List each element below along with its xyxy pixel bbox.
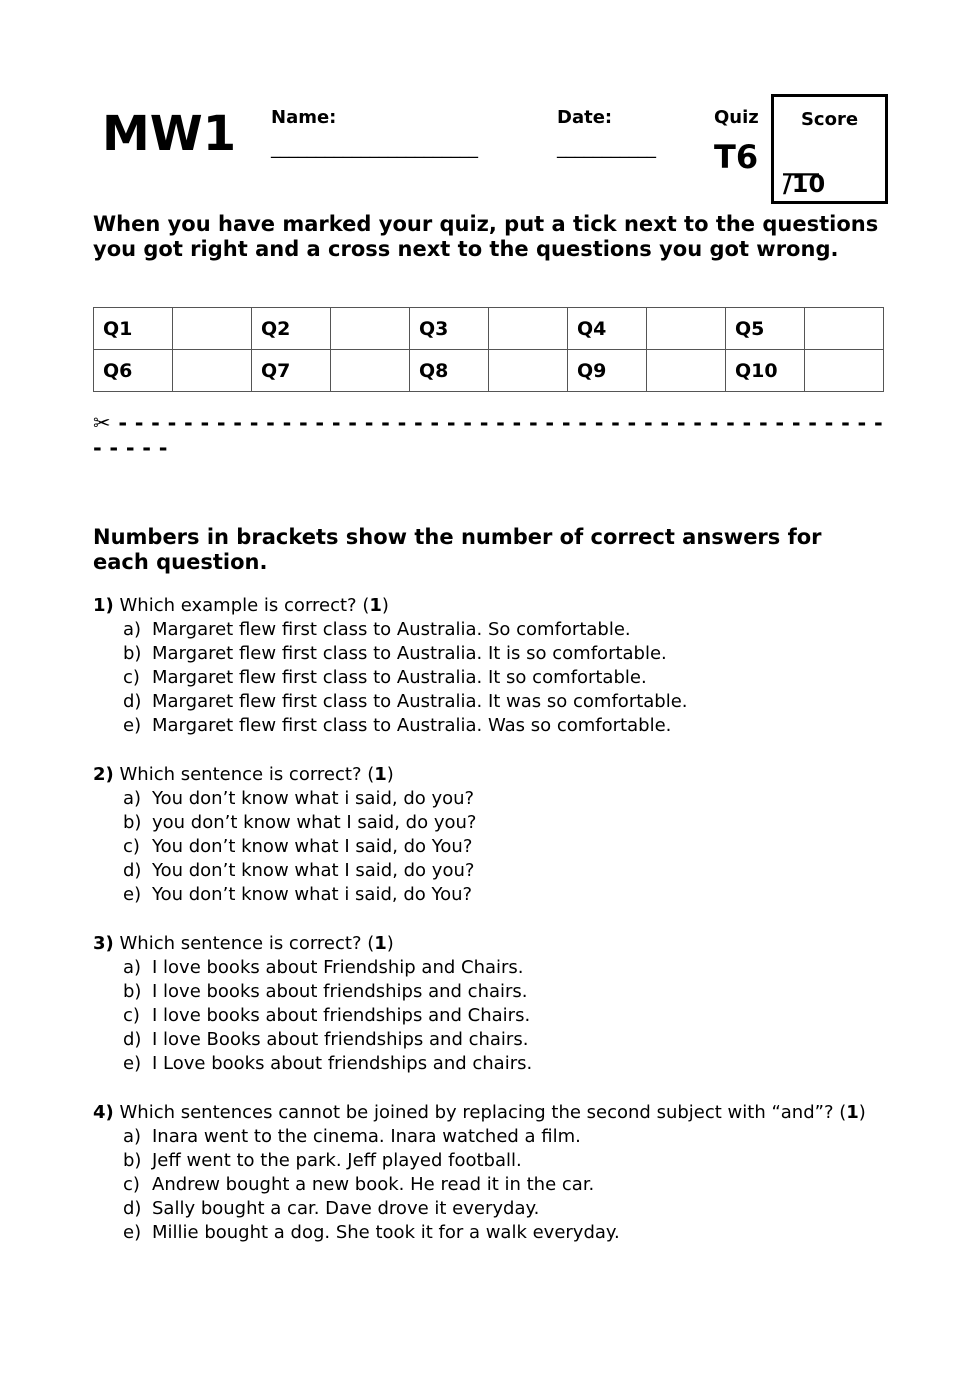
- marking-instructions: When you have marked your quiz, put a tick next to the questions you got right and a cross next to the questions you got wrong.: [93, 212, 879, 261]
- name-field-line[interactable]: _______________________: [271, 138, 478, 159]
- mark-cell[interactable]: [489, 308, 568, 350]
- question-cell: Q7: [252, 350, 331, 392]
- quiz-code: T6: [714, 138, 759, 176]
- answer-option[interactable]: b) I love books about friendships and chairs.: [123, 981, 528, 1002]
- question-cell: Q3: [410, 308, 489, 350]
- question-cell: Q6: [94, 350, 173, 392]
- cut-line: [93, 411, 883, 461]
- marks-table: [93, 307, 884, 392]
- question-4: [93, 1101, 893, 1245]
- question-text: 1) Which example is correct? (1): [93, 595, 389, 616]
- question-text: 3) Which sentence is correct? (1): [93, 933, 394, 954]
- question-text: 2) Which sentence is correct? (1): [93, 764, 394, 785]
- mark-cell[interactable]: [331, 350, 410, 392]
- answer-option[interactable]: a) I love books about Friendship and Chairs.: [123, 957, 524, 978]
- answer-option[interactable]: a) Margaret flew first class to Australia. So comfortable.: [123, 619, 631, 640]
- question-cell: Q9: [568, 350, 647, 392]
- answer-option[interactable]: e) Millie bought a dog. She took it for a walk everyday.: [123, 1222, 620, 1243]
- worksheet-code: MW1: [102, 106, 237, 162]
- answer-option[interactable]: c) I love books about friendships and Chairs.: [123, 1005, 531, 1026]
- question-cell: Q10: [726, 350, 805, 392]
- answer-option[interactable]: b) Margaret flew first class to Australia. It is so comfortable.: [123, 643, 667, 664]
- answer-option[interactable]: d) You don’t know what I said, do you?: [123, 860, 475, 881]
- date-field-line[interactable]: ___________: [557, 138, 656, 159]
- score-total: /10: [783, 170, 826, 198]
- answer-option[interactable]: a) Inara went to the cinema. Inara watched a film.: [123, 1126, 581, 1147]
- question-3: [93, 932, 893, 1076]
- question-2: [93, 763, 893, 907]
- mark-cell[interactable]: [173, 350, 252, 392]
- scissors-icon: ✂: [93, 411, 111, 435]
- answer-option[interactable]: c) You don’t know what I said, do You?: [123, 836, 473, 857]
- mark-cell[interactable]: [805, 350, 884, 392]
- question-cell: Q1: [94, 308, 173, 350]
- answer-option[interactable]: c) Margaret flew first class to Australia. It so comfortable.: [123, 667, 647, 688]
- answer-option[interactable]: e) I Love books about friendships and chairs.: [123, 1053, 533, 1074]
- answer-option[interactable]: d) I love Books about friendships and chairs.: [123, 1029, 529, 1050]
- answer-option[interactable]: b) you don’t know what I said, do you?: [123, 812, 477, 833]
- question-cell: Q5: [726, 308, 805, 350]
- mark-cell[interactable]: [489, 350, 568, 392]
- section-note: Numbers in brackets show the number of correct answers for each question.: [93, 525, 822, 574]
- name-label: Name:: [271, 107, 337, 128]
- answer-option[interactable]: d) Margaret flew first class to Australia. It was so comfortable.: [123, 691, 688, 712]
- cut-dashes: - - - - - - - - - - - - - - - - - - - - - - - - - - - - - - - - - - - - - - - - - - - - - - - - - - - -: [93, 411, 883, 460]
- question-cell: Q4: [568, 308, 647, 350]
- question-text: 4) Which sentences cannot be joined by replacing the second subject with “and”? (1): [93, 1102, 866, 1123]
- mark-cell[interactable]: [173, 308, 252, 350]
- answer-option[interactable]: e) You don’t know what i said, do You?: [123, 884, 473, 905]
- mark-cell[interactable]: [647, 308, 726, 350]
- mark-cell[interactable]: [647, 350, 726, 392]
- date-label: Date:: [557, 107, 613, 128]
- answer-option[interactable]: a) You don’t know what i said, do you?: [123, 788, 475, 809]
- score-label: Score: [800, 109, 859, 130]
- table-row: [94, 350, 884, 392]
- question-1: [93, 594, 893, 738]
- answer-option[interactable]: c) Andrew bought a new book. He read it in the car.: [123, 1174, 595, 1195]
- question-cell: Q8: [410, 350, 489, 392]
- table-row: [94, 308, 884, 350]
- answer-option[interactable]: b) Jeff went to the park. Jeff played football.: [123, 1150, 522, 1171]
- question-cell: Q2: [252, 308, 331, 350]
- score-blank[interactable]: ___: [783, 148, 819, 176]
- answer-option[interactable]: d) Sally bought a car. Dave drove it everyday.: [123, 1198, 540, 1219]
- score-box: [771, 94, 888, 204]
- quiz-label: Quiz: [714, 107, 759, 128]
- mark-cell[interactable]: [331, 308, 410, 350]
- mark-cell[interactable]: [805, 308, 884, 350]
- answer-option[interactable]: e) Margaret flew first class to Australia. Was so comfortable.: [123, 715, 672, 736]
